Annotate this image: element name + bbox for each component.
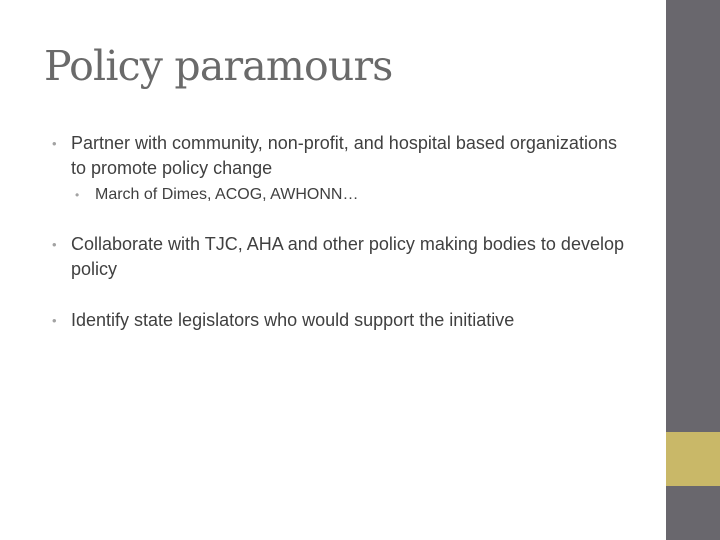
bullet-item	[52, 308, 632, 333]
slide-title: Policy paramours	[44, 42, 393, 90]
sidebar-gold-accent	[666, 432, 720, 486]
sidebar-gray-band	[666, 0, 720, 432]
bullet-text: Partner with community, non-profit, and hospital based organizations to promote policy change	[71, 133, 617, 178]
sub-bullet-text: March of Dimes, ACOG, AWHONN…	[95, 186, 359, 203]
bullet-dot-icon: •	[52, 237, 57, 252]
bullet-item	[52, 232, 632, 282]
bullet-dot-icon: •	[52, 136, 57, 151]
bullet-dot-icon: •	[52, 313, 57, 328]
bullet-list	[52, 131, 632, 333]
sub-bullet-item	[75, 184, 632, 206]
bullet-item	[52, 131, 632, 181]
bullet-text: Collaborate with TJC, AHA and other policy making bodies to develop policy	[71, 234, 624, 279]
sidebar-decoration	[666, 0, 720, 540]
sub-bullet-dot-icon: •	[75, 188, 80, 202]
sidebar-gray-band-bottom	[666, 486, 720, 540]
bullet-text: Identify state legislators who would support the initiative	[71, 310, 515, 330]
